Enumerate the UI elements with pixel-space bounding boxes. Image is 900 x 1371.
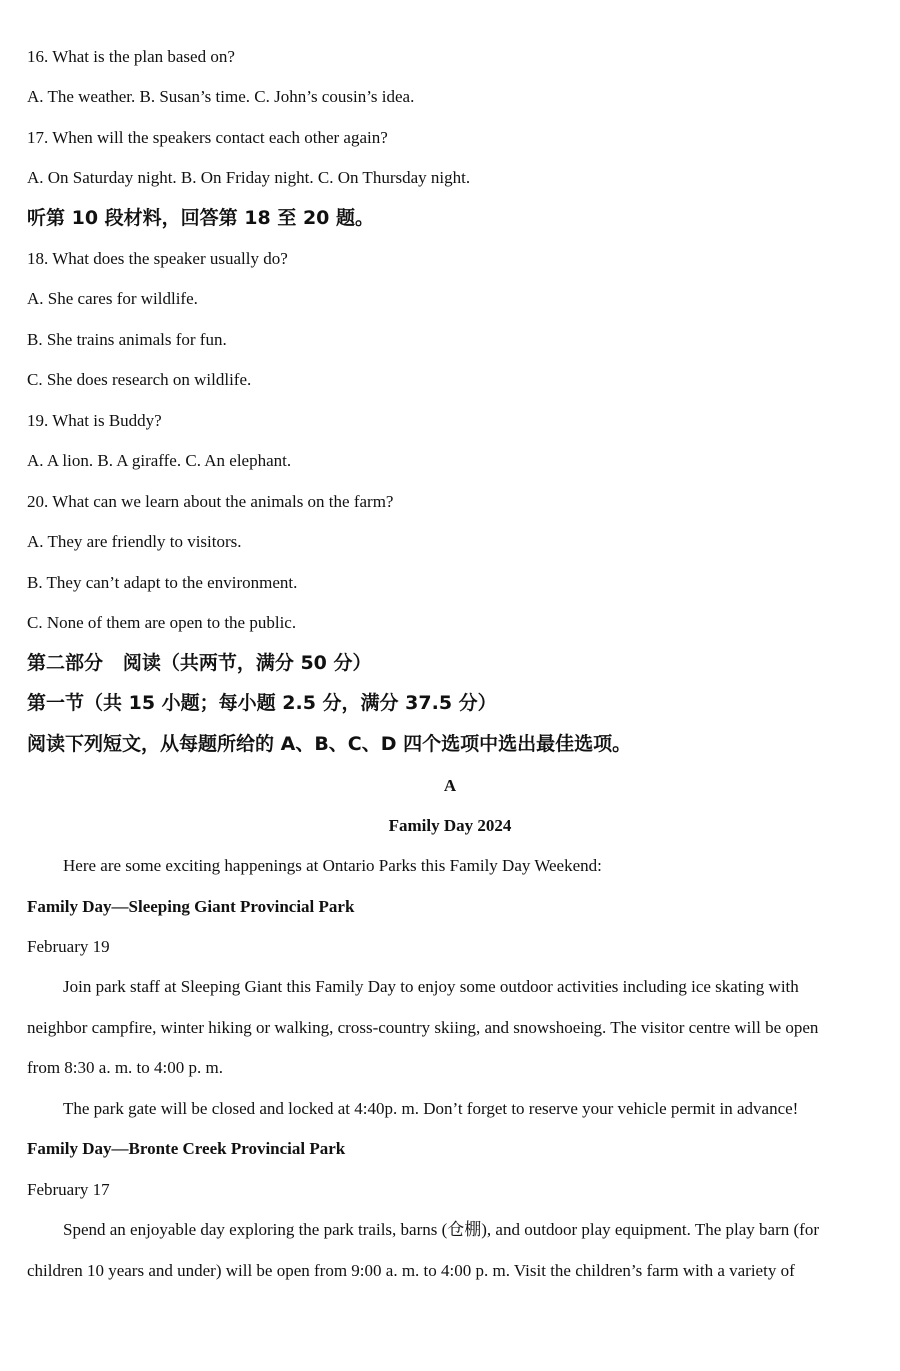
question-16-options: A. The weather. B. Susan’s time. C. John’s cousin’s idea. bbox=[27, 87, 415, 106]
event-1-date: February 19 bbox=[27, 937, 110, 956]
question-19: 19. What is Buddy? bbox=[27, 411, 162, 430]
question-18-option-a: A. She cares for wildlife. bbox=[27, 289, 198, 308]
reading-instruction: 阅读下列短文，从每题所给的 A、B、C、D 四个选项中选出最佳选项。 bbox=[27, 733, 632, 755]
question-20-option-c: C. None of them are open to the public. bbox=[27, 613, 297, 632]
reading-section-title: 第一节（共 15 小题；每小题 2.5 分，满分 37.5 分） bbox=[27, 692, 497, 714]
event-2-paragraph-line: children 10 years and under) will be open from 9:00 a. m. to 4:00 p. m. Visit the children’s farm with a variety of bbox=[27, 1261, 795, 1280]
question-20-option-a: A. They are friendly to visitors. bbox=[27, 532, 242, 551]
question-20-option-b: B. They can’t adapt to the environment. bbox=[27, 573, 298, 592]
question-18: 18. What does the speaker usually do? bbox=[27, 249, 288, 268]
question-18-option-b: B. She trains animals for fun. bbox=[27, 330, 227, 349]
question-18-option-c: C. She does research on wildlife. bbox=[27, 370, 252, 389]
passage-intro: Here are some exciting happenings at Ontario Parks this Family Day Weekend: bbox=[63, 856, 602, 875]
section-10-instruction: 听第 10 段材料，回答第 18 至 20 题。 bbox=[27, 207, 375, 229]
question-17: 17. When will the speakers contact each other again? bbox=[27, 128, 388, 147]
question-19-options: A. A lion. B. A giraffe. C. An elephant. bbox=[27, 451, 292, 470]
event-1-heading: Family Day—Sleeping Giant Provincial Park bbox=[27, 897, 355, 916]
reading-part-title: 第二部分 阅读（共两节，满分 50 分） bbox=[27, 652, 372, 674]
event-1-paragraph-line: Join park staff at Sleeping Giant this Family Day to enjoy some outdoor activities including ice skating with bbox=[63, 977, 799, 996]
question-16: 16. What is the plan based on? bbox=[27, 47, 235, 66]
event-2-heading: Family Day—Bronte Creek Provincial Park bbox=[27, 1139, 346, 1158]
event-2-date: February 17 bbox=[27, 1180, 110, 1199]
event-2-paragraph-line: Spend an enjoyable day exploring the park trails, barns (仓棚), and outdoor play equipment. The play barn (for bbox=[63, 1220, 819, 1239]
event-1-gate-note: The park gate will be closed and locked at 4:40p. m. Don’t forget to reserve your vehicle permit in advance! bbox=[63, 1099, 799, 1118]
question-20: 20. What can we learn about the animals on the farm? bbox=[27, 492, 394, 511]
event-1-paragraph-line: neighbor campfire, winter hiking or walking, cross-country skiing, and snowshoeing. The visitor centre will be open bbox=[27, 1018, 819, 1037]
question-17-options: A. On Saturday night. B. On Friday night. C. On Thursday night. bbox=[27, 168, 471, 187]
passage-title: Family Day 2024 bbox=[388, 816, 512, 835]
event-1-paragraph-line: from 8:30 a. m. to 4:00 p. m. bbox=[27, 1058, 223, 1077]
passage-label: A bbox=[443, 776, 457, 795]
